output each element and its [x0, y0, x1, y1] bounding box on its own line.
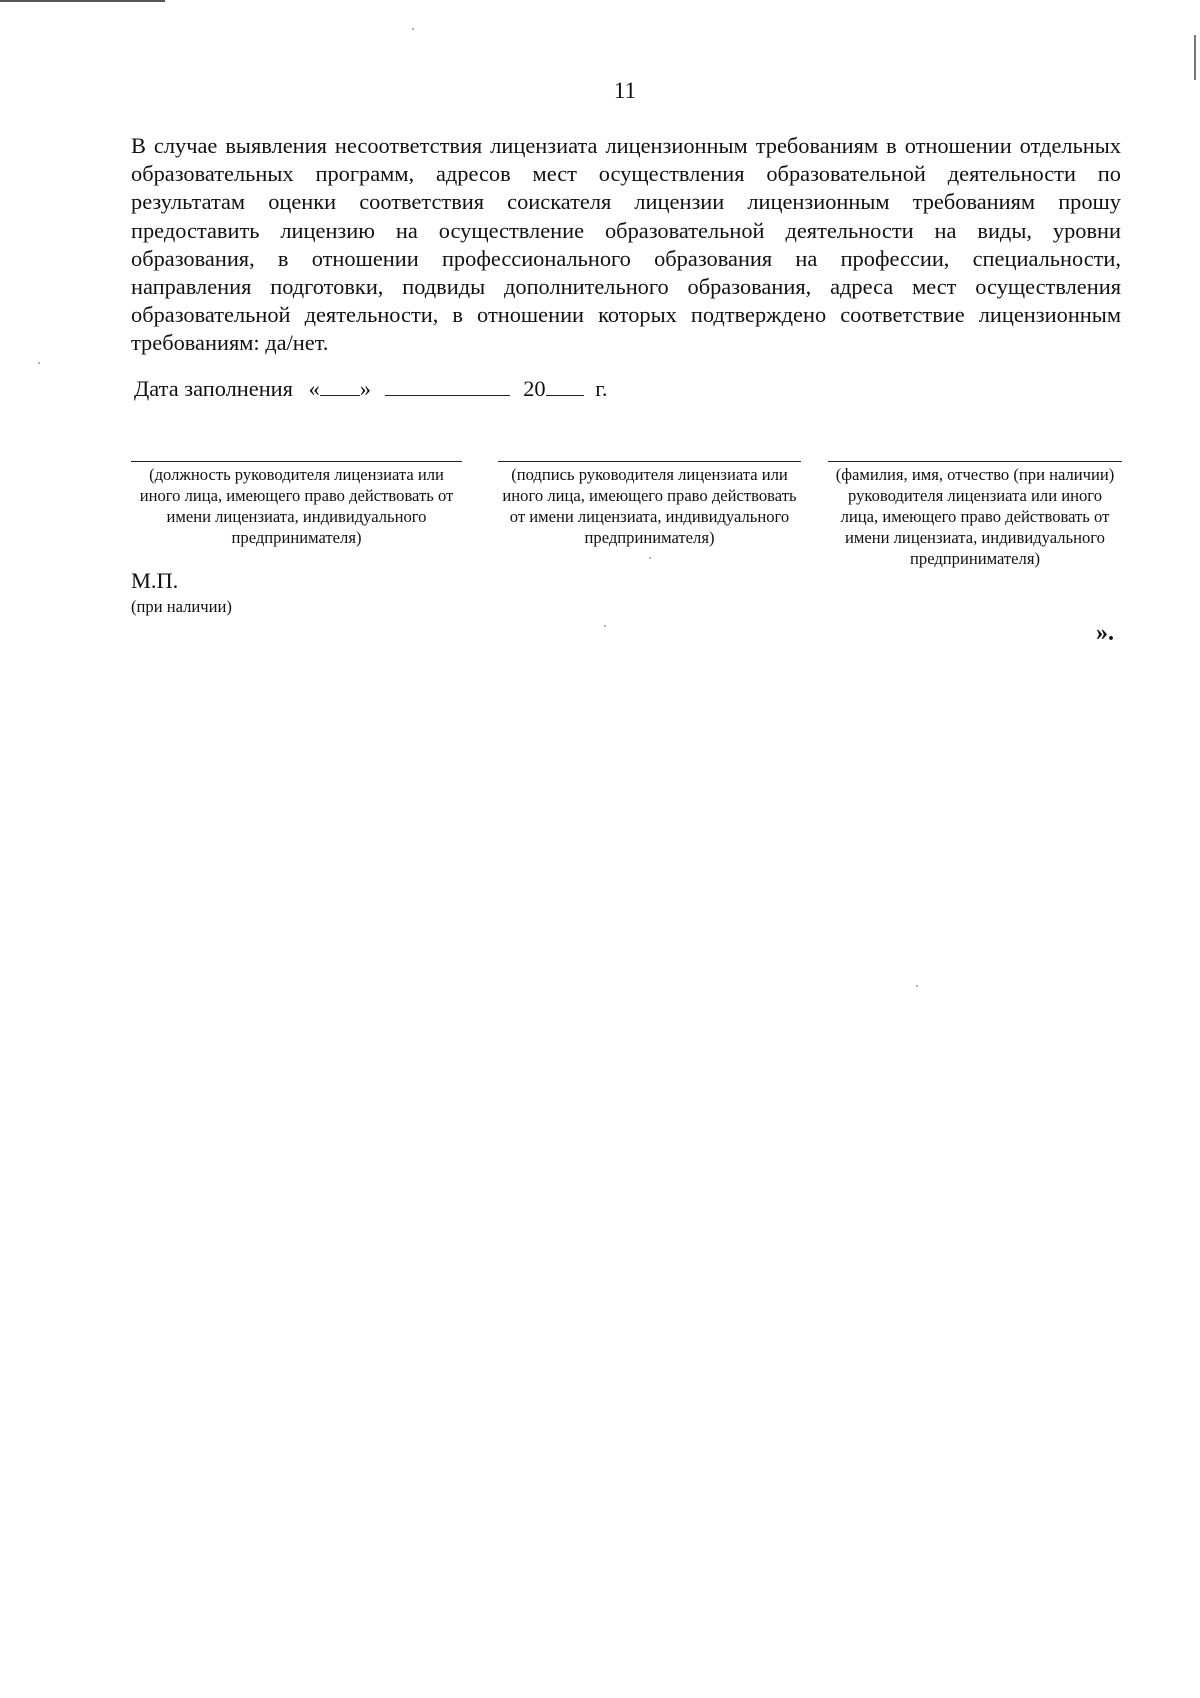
main-paragraph: В случае выявления несоответствия лицензиата лицензионным требованиям в отношении отдельных образовательных программ, адресов мест осуществления образовательной деятельности по результатам оценки соответствия соискателя лицензии лицензионным требованиям прошу предоставить лицензию на осуществление образовательной деятельности на виды, уровни образования, в отношении профессионального образования на профессии, специальности, направления подготовки, подвиды дополнительного образования, адреса мест осуществления образовательной деятельности, в отношении которых подтверждено соответствие лицензионным требованиям: да/нет. — [131, 133, 1121, 356]
signature-caption-position: (должность руководителя лицензиата или иного лица, имеющего право действовать от имени лицензиата, индивидуального предпринимателя) — [131, 461, 462, 548]
signature-caption-full-name: (фамилия, имя, отчество (при наличии) руководителя лицензиата или иного лица, имеющего право действовать от имени лицензиата, индивидуального предпринимателя) — [828, 461, 1122, 569]
scan-speck — [38, 362, 40, 364]
year-blank — [546, 375, 584, 396]
stamp-note: (при наличии) — [131, 597, 232, 616]
scan-edge-artifact — [1194, 35, 1196, 80]
date-close-quote: » — [359, 376, 371, 401]
scan-speck — [604, 625, 606, 627]
scan-speck — [916, 985, 918, 987]
month-blank — [385, 375, 510, 396]
date-open-quote: « — [308, 376, 320, 401]
stamp-label: М.П. — [131, 568, 179, 593]
scan-speck — [649, 557, 651, 559]
date-label: Дата заполнения — [134, 376, 293, 401]
year-prefix: 20 — [523, 376, 546, 401]
date-line — [134, 375, 607, 402]
scan-edge-artifact — [0, 0, 165, 2]
scan-speck — [412, 28, 414, 30]
closing-mark: ». — [1096, 620, 1114, 646]
year-suffix: г. — [595, 376, 608, 401]
signature-caption-signature: (подпись руководителя лицензиата или иного лица, имеющего право действовать от имени лицензиата, индивидуального предпринимателя) — [498, 461, 801, 548]
page-number: 11 — [613, 78, 637, 103]
day-blank — [320, 375, 360, 396]
